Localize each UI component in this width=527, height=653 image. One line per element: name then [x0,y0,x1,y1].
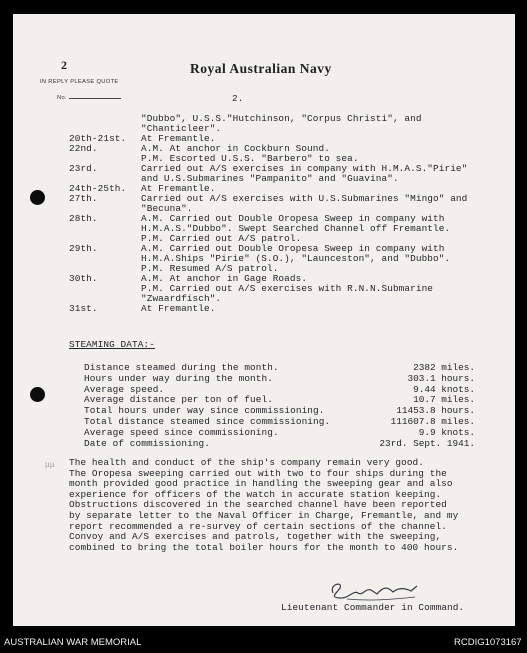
log-line: A.M. At anchor in Gage Roads. [141,273,308,284]
paragraph-line: Obstructions discovered in the searched channel have been reported [69,499,447,511]
paragraph-line: month provided good practice in handling the sweeping gear and also [69,478,453,490]
steaming-label: Date of commissioning. [84,437,210,449]
log-date: 27th. [69,193,98,204]
steaming-heading: STEAMING DATA:- [69,339,155,350]
log-line: A.M. At anchor in Cockburn Sound. [141,143,330,154]
page-mark: 2 [61,58,68,72]
steaming-value: 11453.8 hours. [396,405,475,417]
log-line: H.M.A.S."Dubbo". Swept Searched Channel off Fremantle. [141,223,451,234]
paragraph-line: by separate letter to the Naval Officer in Charge, Fremantle, and my [69,510,459,521]
steaming-label: Distance steamed during the month. [84,362,279,373]
steaming-label: Total distance steamed since commissioning. [84,416,331,427]
log-line: At Fremantle. [141,183,216,194]
paragraph-line: Convoy and A/S exercises and patrols, together with the sweeping, [69,531,442,543]
page-number: 2. [232,93,244,104]
paragraph-line: experience for officers of the watch in accurate station keeping. [69,488,442,500]
log-line: P.M. Carried out A/S patrol. [141,233,302,244]
log-date: 20th-21st. [69,133,127,144]
punch-hole [30,190,45,205]
document-page [13,14,515,626]
steaming-value: 23rd. Sept. 1941. [379,437,475,449]
footer-id: RCDIG1073167 [454,637,522,648]
paragraph-line: The Oropesa sweeping carried out with two to four ships during the [69,467,447,479]
paragraph-line: The health and conduct of the ship's company remain very good. [69,457,425,468]
log-date: 22nd. [69,143,98,154]
log-date: 28th. [69,213,98,224]
reply-number-label: No. [57,95,121,101]
steaming-label: Average speed since commissioning. [84,426,279,438]
steaming-label: Average speed. [84,383,165,395]
log-line: H.M.A.Ships "Pirie" (S.O.), "Launceston", and "Dubbo". [141,253,451,264]
log-line: "Becuna". [141,203,193,214]
intro-line: "Chanticleer". [141,123,222,134]
margin-mark: μμ [45,461,55,470]
signature-title: Lieutenant Commander in Command. [281,602,465,613]
signature-mark [327,578,427,604]
log-line: At Fremantle. [141,303,216,314]
paragraph-line: combined to bring the total boiler hours for the month to 400 hours. [69,541,459,553]
steaming-value: 9.9 knots. [418,426,475,438]
log-line: A.M. Carried out Double Oropesa Sweep in company with [141,243,445,254]
paragraph-line: report recommended a re-survey of certain sections of the channel. [69,520,447,532]
log-line: Carried out A/S exercises with U.S.Submarines "Mingo" and [141,193,468,204]
log-date: 29th. [69,243,98,254]
steaming-label: Average distance per ton of fuel. [84,394,273,406]
steaming-label: Hours under way during the month. [84,372,273,384]
intro-line: "Dubbo", U.S.S."Hutchinson, "Corpus Christi", and [141,113,422,124]
log-date: 23rd. [69,163,98,174]
log-line: A.M. Carried out Double Oropesa Sweep in company with [141,213,445,224]
steaming-value: 10.7 miles. [413,394,475,406]
steaming-value: 303.1 hours. [407,372,475,384]
log-line: P.M. Escorted U.S.S. "Barbero" to sea. [141,153,359,164]
steaming-value: 9.44 knots. [413,383,475,395]
steaming-value: 2382 miles. [413,362,475,373]
log-line: Carried out A/S exercises in company with H.M.A.S."Pirie" [141,163,468,174]
log-line: P.M. Carried out A/S exercises with R.N.N.Submarine [141,283,434,294]
log-date: 30th. [69,273,98,284]
log-line: At Fremantle. [141,133,216,144]
steaming-value: 111607.8 miles. [390,416,475,427]
punch-hole [30,387,45,402]
steaming-label: Total hours under way since commissioning. [84,405,325,417]
log-date: 31st. [69,303,98,314]
footer-source: AUSTRALIAN WAR MEMORIAL [4,637,142,648]
letterhead-title: Royal Australian Navy [190,61,332,76]
log-date: 24th-25th. [69,183,127,194]
log-line: and U.S.Submarines "Pampanito" and "Guavina". [141,173,399,184]
reply-quote-label: IN REPLY PLEASE QUOTE [40,79,119,85]
log-line: P.M. Resumed A/S patrol. [141,263,279,274]
log-line: "Zwaardfisch". [141,293,222,304]
